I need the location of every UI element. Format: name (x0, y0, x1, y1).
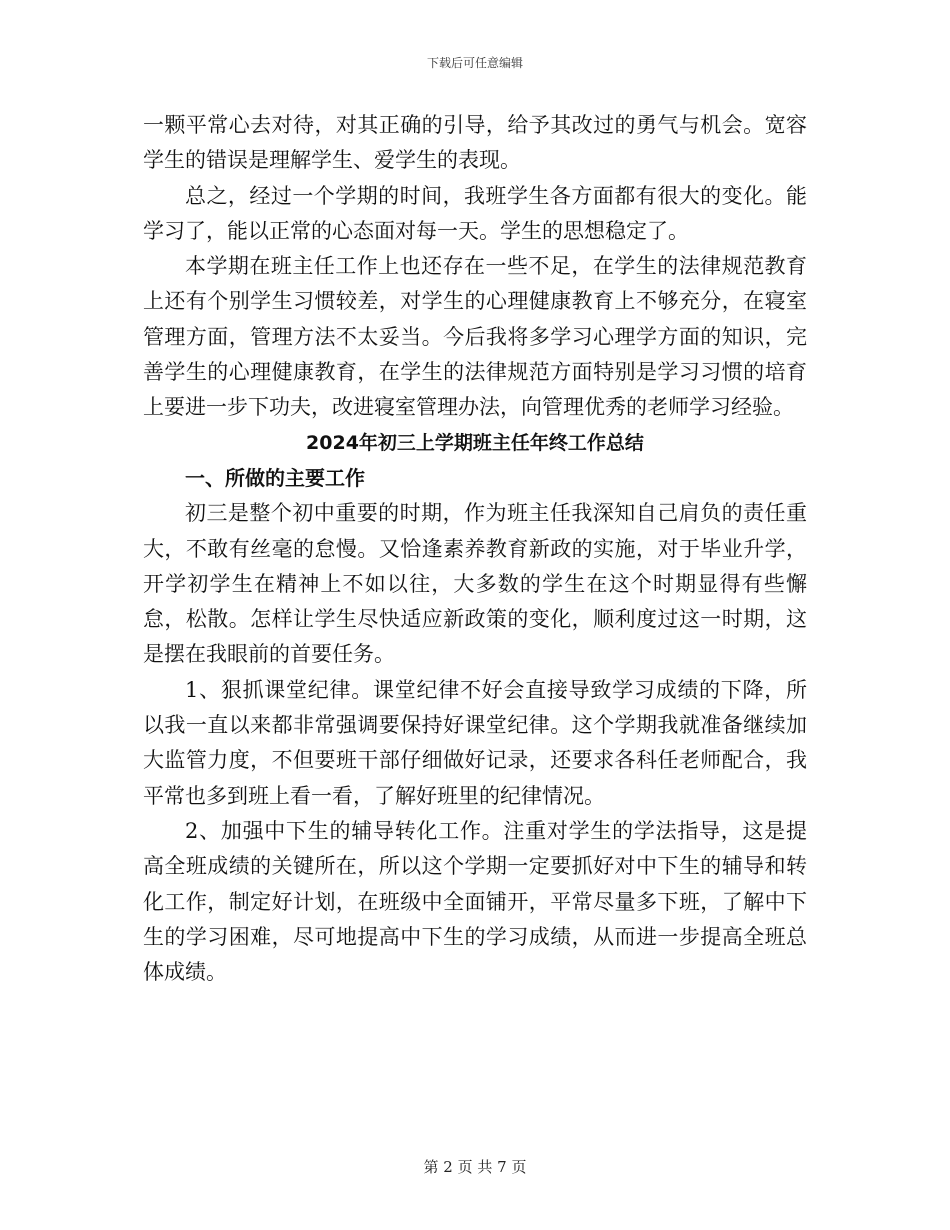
list-item-student-tutoring: 2、加强中下生的辅导转化工作。注重对学生的学法指导，这是提高全班成绩的关键所在，所以这个学期一定要抓好对中下生的辅导和转化工作，制定好计划，在班级中全面铺开，平常尽量多下班，了解中下生的学习困难，尽可地提高中下生的学习成绩，从而进一步提高全班总体成绩。 (143, 818, 807, 985)
shortcomings-paragraph: 本学期在班主任工作上也还存在一些不足，在学生的法律规范教育上还有个别学生习惯较差，对学生的心理健康教育上不够充分，在寝室管理方面，管理方法不太妥当。今后我将多学习心理学方面的知识，完善学生的心理健康教育，在学生的法律规范方面特别是学习习惯的培育上要进一步下功夫，改进寝室管理办法，向管理优秀的老师学习经验。 (143, 254, 807, 420)
page-header-note: 下载后可任意编辑 (426, 56, 523, 70)
section-heading: 一、所做的主要工作 (185, 465, 365, 490)
summary-paragraph: 总之，经过一个学期的时间，我班学生各方面都有很大的变化。能学习了，能以正常的心态面对每一天。学生的思想稳定了。 (143, 183, 807, 243)
intro-paragraph: 初三是整个初中重要的时期，作为班主任我深知自己肩负的责任重大，不敢有丝毫的怠慢。又恰逢素养教育新政的实施，对于毕业升学，开学初学生在精神上不如以往，大多数的学生在这个时期显得有些懈怠，松散。怎样让学生尽快适应新政策的变化，顺利度过这一时期，这是摆在我眼前的首要任务。 (143, 501, 807, 667)
document-title: 2024年初三上学期班主任年终工作总结 (306, 431, 644, 454)
list-item-classroom-discipline: 1、狠抓课堂纪律。课堂纪律不好会直接导致学习成绩的下降，所以我一直以来都非常强调要保持好课堂纪律。这个学期我就准备继续加大监管力度，不但要班干部仔细做好记录，还要求各科任老师配合，我平常也多到班上看一看，了解好班里的纪律情况。 (143, 677, 807, 808)
page-number: 第 2 页 共 7 页 (423, 1158, 527, 1176)
document-body (143, 108, 807, 990)
continued-paragraph: 一颗平常心去对待，对其正确的引导，给予其改过的勇气与机会。宽容学生的错误是理解学生、爱学生的表现。 (143, 113, 807, 173)
